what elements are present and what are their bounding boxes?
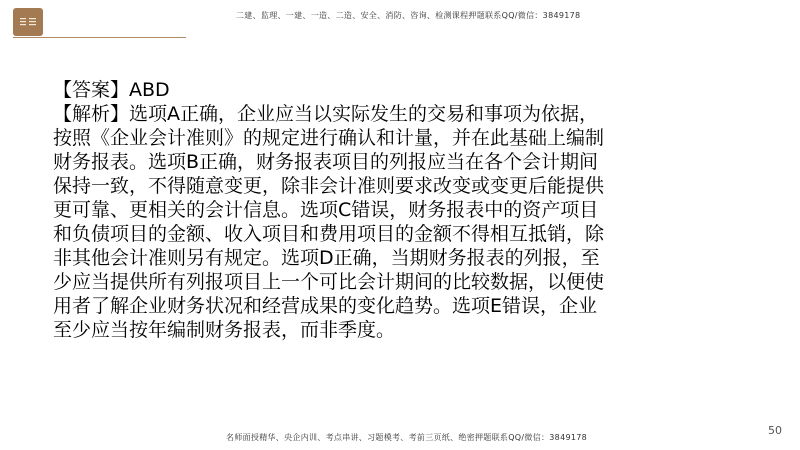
header-contact-text: 二建、监理、一建、一造、二造、安全、消防、咨询、检测课程押题联系QQ/微信：3849178 bbox=[236, 11, 581, 20]
footer-contact-text: 名师面授精华、央企内训、考点串讲、习题模考、考前三页纸、绝密押题联系QQ/微信：3849178 bbox=[226, 433, 588, 442]
brand-logo bbox=[13, 8, 43, 36]
header-divider bbox=[13, 37, 186, 38]
brand-logo-icon bbox=[18, 15, 38, 29]
analysis-paragraph: 【解析】选项A正确，企业应当以实际发生的交易和事项为依据，按照《企业会计准则》的规定进行确认和计量，并在此基础上编制财务报表。选项B正确，财务报表项目的列报应当在各个会计期间保持一致，不得随意变更，除非会计准则要求改变或变更后能提供更可靠、更相关的会计信息。选项C错误，财务报表中的资产项目和负债项目的金额、收入项目和费用项目的金额不得相互抵销，除非其他会计准则另有规定。选项D正确，当期财务报表的列报，至少应当提供所有列报项目上一个可比会计期间的比较数据，以便使用者了解企业财务状况和经营成果的变化趋势。选项E错误，企业至少应当按年编制财务报表，而非季度。 bbox=[53, 103, 605, 341]
page-number: 50 bbox=[768, 424, 782, 437]
answer-block bbox=[53, 78, 613, 342]
answer-line: 【答案】ABD bbox=[53, 79, 170, 101]
